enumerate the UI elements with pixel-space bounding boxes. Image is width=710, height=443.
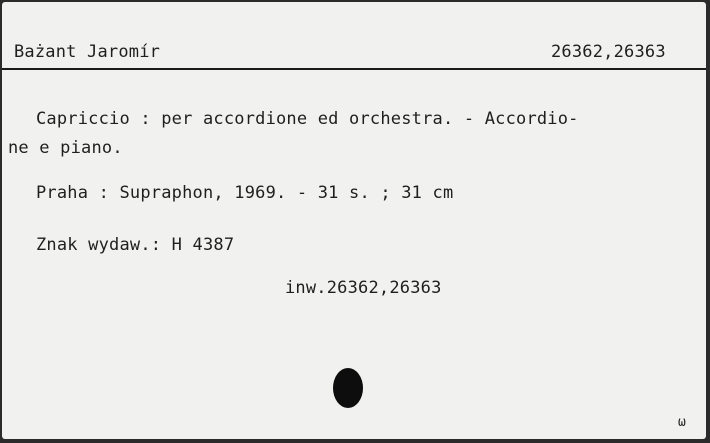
title-line-1: Capriccio : per accordione ed orchestra. - Accordio- (36, 109, 579, 129)
imprint-line: Praha : Supraphon, 1969. - 31 s. ; 31 cm (36, 183, 454, 203)
author-heading: Bażant Jaromír (14, 42, 161, 62)
publisher-number: Znak wydaw.: H 4387 (36, 235, 235, 255)
inventory-number: inw.26362,26363 (285, 278, 442, 298)
call-number: 26362,26363 (551, 42, 666, 62)
header-divider (2, 68, 706, 70)
punch-hole (333, 368, 363, 408)
title-line-2: ne e piano. (8, 138, 123, 158)
corner-mark: ω (678, 415, 687, 430)
catalog-card (2, 2, 706, 439)
